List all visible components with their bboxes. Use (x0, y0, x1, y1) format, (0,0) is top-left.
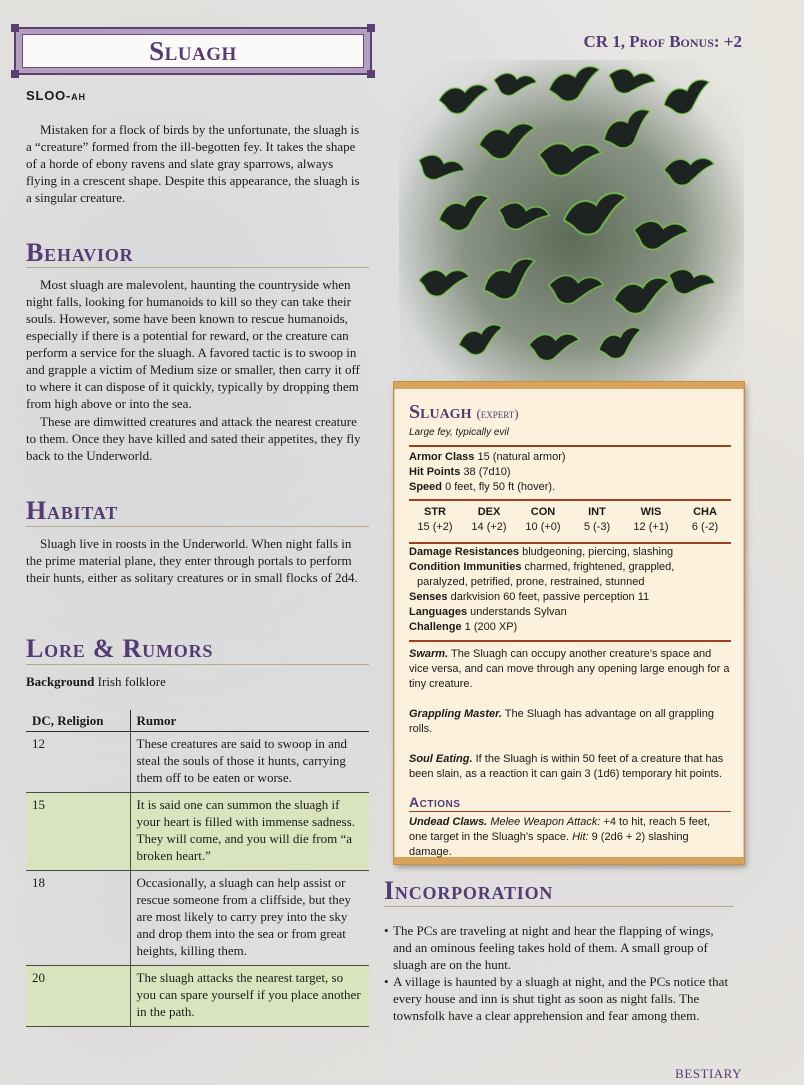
table-header-dc: DC, Religion (26, 710, 130, 732)
hit-points (409, 465, 731, 480)
behavior-paragraph-2: These are dimwitted creatures and attack the nearest creature to them. Once they have killed and sated their appetites, they fly back to the Underworld. (26, 414, 361, 463)
table-cell-dc: 15 (26, 793, 130, 871)
statblock-type: Large fey, typically evil (409, 427, 509, 438)
challenge-value: 1 (200 XP) (464, 621, 518, 633)
speed (409, 480, 731, 495)
trait-swarm-text: The Sluagh can occupy another creature’s space and vice versa, and can move through any opening large enough for a tiny creature. (409, 648, 730, 690)
page-title: Sluagh (149, 35, 237, 66)
condition-immunities-value: charmed, frightened, grappled, (524, 561, 675, 573)
sluagh-illustration (399, 60, 744, 382)
rumor-table (26, 710, 369, 1027)
action-hit-label: Hit: (572, 831, 589, 843)
languages-value: understands Sylvan (470, 606, 567, 618)
behavior-heading: Behavior (26, 238, 134, 267)
pronunciation: SLOO-ah (26, 88, 86, 103)
table-cell-rumor: Occasionally, a sluagh can help assist or rescue someone from a cliffside, but they are most likely to carry prey into the sky and drop them into the sea or from great heights, killing them. (130, 871, 369, 966)
statblock-rule (409, 640, 731, 642)
challenge (409, 620, 731, 635)
page-footer: BESTIARY (675, 1066, 742, 1081)
action-undead-claws (409, 815, 731, 860)
table-row (26, 871, 369, 966)
table-row (26, 966, 369, 1027)
ability-cha: CHA 6 (-2) (691, 506, 719, 533)
ability-dex: DEX 14 (+2) (471, 506, 507, 533)
trait-soul-eating (409, 752, 731, 782)
table-row (26, 732, 369, 793)
table-cell-rumor: The sluagh attacks the nearest target, so you can spare yourself if you place another in the path. (130, 966, 369, 1027)
table-cell-dc: 18 (26, 871, 130, 966)
background-value: Irish folklore (97, 674, 166, 689)
action-damage: 9 (2d6 + 2) slashing damage. (409, 831, 689, 858)
list-item-text: The PCs are traveling at night and hear the flapping of wings, and an ominous feeling takes hold of them. A small group of sluagh are on the hunt. (393, 923, 714, 972)
speed-value: 0 feet, fly 50 ft (hover). (445, 481, 556, 493)
trait-soul-text: If the Sluagh is within 50 feet of a creature that has been slain, as a reaction it can gain 3 (1d6) temporary hit points. (409, 753, 724, 780)
ability-wis: WIS 12 (+1) (633, 506, 669, 533)
trait-grappling-name: Grappling Master. (409, 708, 502, 720)
trait-grappling-master (409, 707, 731, 737)
statblock-rule (409, 542, 731, 544)
statblock-name (409, 401, 519, 424)
behavior-paragraph-1: Most sluagh are malevolent, haunting the countryside when night falls, looking for humanoids to kill so they can take their souls. However, some have been known to rescue humanoids, especially if there is a potential for reward, or the creature can perform a service for the sluagh. A favored tactic is to swoop in and grapple a victim of Medium size or smaller, then carry it off to where it can dispose of it quickly, typically by dropping them from high above or into the sea. (26, 277, 360, 411)
incorporation-rule (384, 906, 734, 907)
title-banner (14, 27, 372, 75)
damage-resistances (409, 545, 731, 560)
statblock-rank: (expert) (476, 406, 519, 421)
table-cell-rumor: These creatures are said to swoop in and steal the souls of those it hunts, carrying them off to be eaten or worse. (130, 732, 369, 793)
trait-swarm (409, 647, 731, 692)
challenge-label: Challenge (409, 621, 462, 633)
raven-flock-icon (399, 60, 744, 382)
armor-class-label: Armor Class (409, 451, 475, 463)
trait-swarm-name: Swarm. (409, 648, 449, 660)
action-text: +4 to hit, reach 5 feet, one target in the Sluagh’s space. (409, 816, 711, 843)
lore-heading: Lore & Rumors (26, 634, 214, 663)
condition-immunities-cont: paralyzed, petrified, prone, restrained, stunned (417, 576, 645, 588)
actions-heading: Actions (409, 794, 461, 810)
trait-grappling-text: The Sluagh has advantage on all grappling rolls. (409, 708, 714, 735)
challenge-rating: CR 1, Prof Bonus: +2 (583, 32, 742, 51)
list-item: • The PCs are traveling at night and hear the flapping of wings, and an ominous feeling takes hold of them. A small group of sluagh are on the hunt. (384, 923, 714, 972)
statblock-rule (409, 499, 731, 501)
condition-immunities (409, 560, 731, 575)
lore-background (26, 673, 369, 690)
trait-soul-name: Soul Eating. (409, 753, 473, 765)
intro-paragraph: Mistaken for a flock of birds by the unfortunate, the sluagh is a “creature” formed from the ill-begotten fey. It takes the shape of a horde of ebony ravens and slate gray sparrows, always flying in a crescent shape. Despite this appearance, the sluagh is a singular creature. (26, 122, 360, 205)
table-cell-rumor: It is said one can summon the sluagh if your heart is filled with immense sadness. They will come, and you will die from “a broken heart.” (130, 793, 369, 871)
behavior-rule (26, 267, 369, 268)
armor-class (409, 450, 731, 465)
table-cell-dc: 12 (26, 732, 130, 793)
condition-immunities-label: Condition Immunities (409, 561, 522, 573)
list-item: • A village is haunted by a sluagh at night, and the PCs notice that every house and inn is shut tight as soon as night falls. The townsfolk have a clear apprehension and fear among them. (384, 974, 729, 1023)
ability-con: CON 10 (+0) (525, 506, 561, 533)
stat-block (394, 382, 744, 864)
action-name: Undead Claws. (409, 816, 488, 828)
habitat-heading: Habitat (26, 496, 119, 525)
lore-rule (26, 664, 369, 665)
senses-label: Senses (409, 591, 448, 603)
speed-label: Speed (409, 481, 443, 493)
ability-str: STR 15 (+2) (417, 506, 453, 533)
habitat-rule (26, 526, 369, 527)
statblock-title: Sluagh (409, 401, 472, 423)
table-row (26, 793, 369, 871)
languages-label: Languages (409, 606, 468, 618)
languages (409, 605, 731, 620)
senses (409, 590, 731, 605)
hit-points-label: Hit Points (409, 466, 461, 478)
background-label: Background (26, 674, 95, 689)
damage-resistances-value: bludgeoning, piercing, slashing (522, 546, 674, 558)
ability-int: INT 5 (-3) (583, 506, 611, 533)
habitat-paragraph: Sluagh live in roosts in the Underworld. When night falls in the prime material plane, they enter through portals to perform their hunts, either as solitary creatures or in small flocks of 2d4. (26, 536, 358, 585)
incorporation-list (384, 922, 734, 1024)
table-cell-dc: 20 (26, 966, 130, 1027)
incorporation-heading: Incorporation (384, 876, 554, 905)
ability-scores (409, 505, 731, 535)
action-kind: Melee Weapon Attack: (490, 816, 601, 828)
senses-value: darkvision 60 feet, passive perception 11 (450, 591, 650, 603)
list-item-text: A village is haunted by a sluagh at night, and the PCs notice that every house and inn is shut tight as soon as night falls. The townsfolk have a clear apprehension and fear among them. (393, 974, 729, 1023)
table-header-rumor: Rumor (130, 710, 369, 732)
damage-resistances-label: Damage Resistances (409, 546, 520, 558)
armor-class-value: 15 (natural armor) (477, 451, 566, 463)
statblock-rule (409, 445, 731, 447)
actions-rule (409, 811, 731, 812)
hit-points-value: 38 (7d10) (463, 466, 511, 478)
